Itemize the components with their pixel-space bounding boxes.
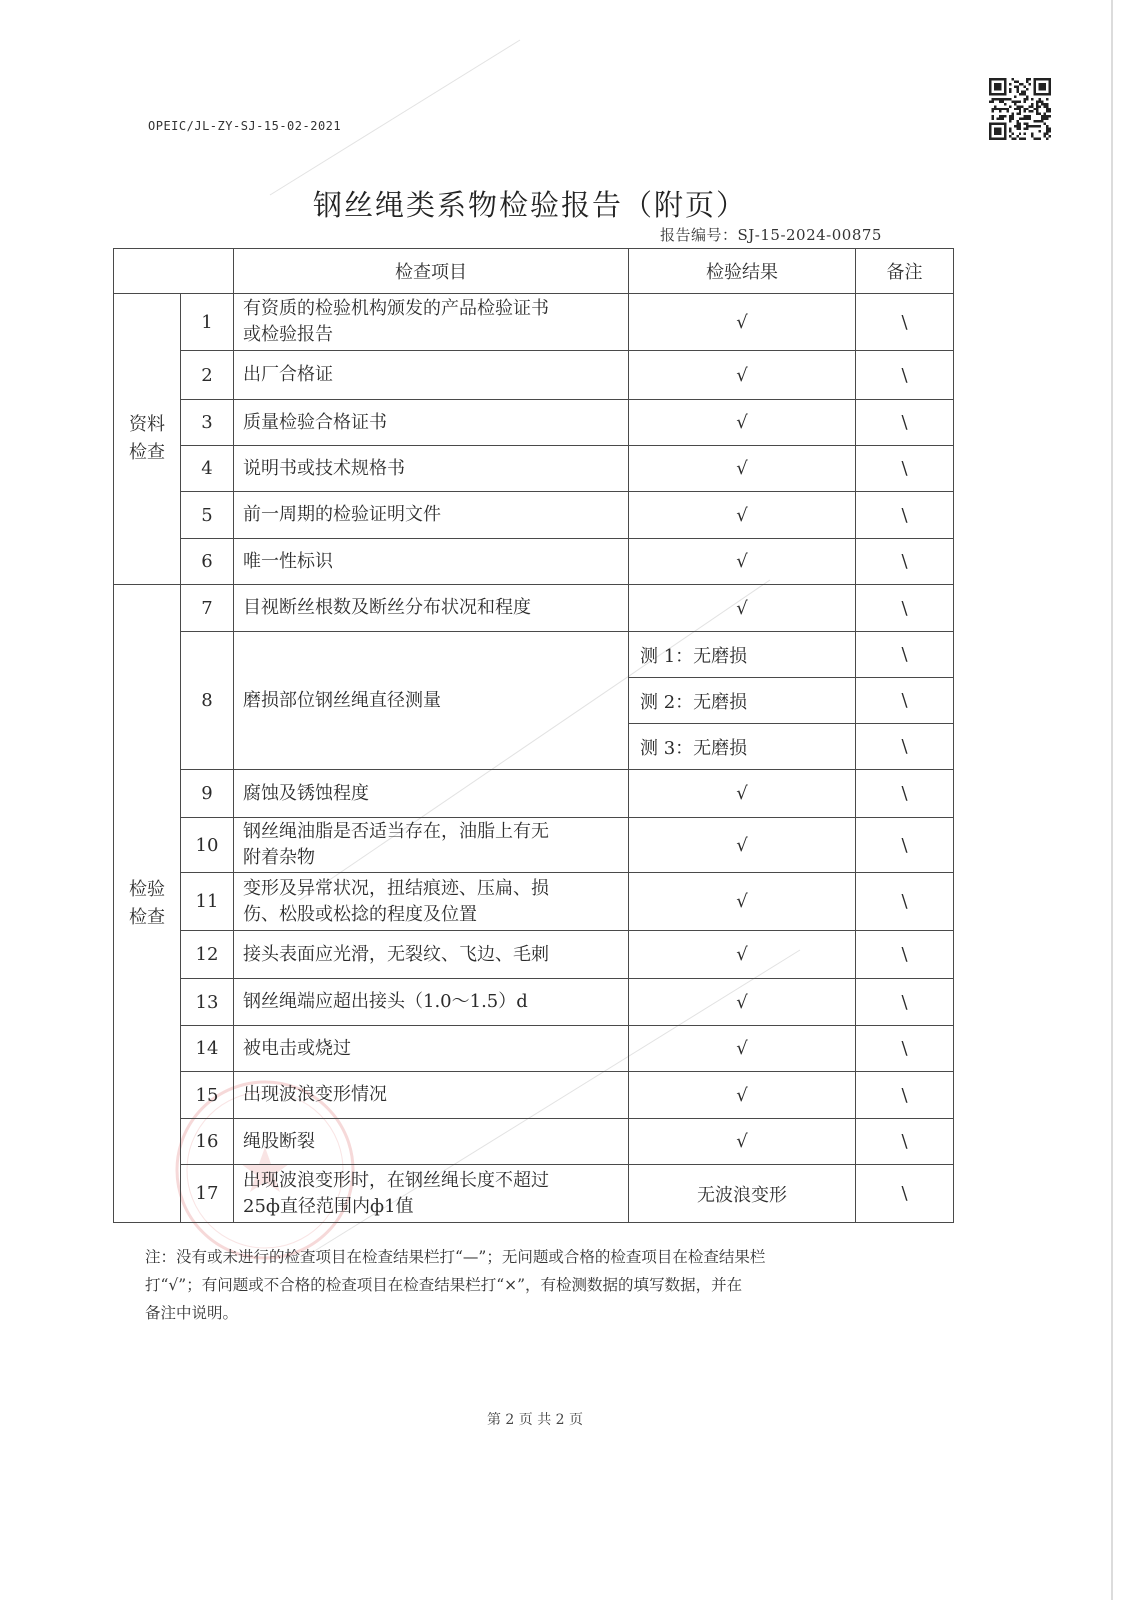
table-header-row [114, 249, 954, 294]
inspection-result: √ [629, 818, 856, 873]
remark: \ [856, 1165, 954, 1223]
row-number: 17 [181, 1165, 234, 1223]
inspection-result: √ [629, 1072, 856, 1119]
row-number: 6 [181, 539, 234, 585]
table-row [114, 1072, 954, 1119]
inspection-item: 绳股断裂 [234, 1119, 629, 1165]
row-number: 10 [181, 818, 234, 873]
inspection-item: 说明书或技术规格书 [234, 446, 629, 492]
remark: \ [856, 446, 954, 492]
table-row [114, 294, 954, 351]
inspection-item: 前一周期的检验证明文件 [234, 492, 629, 539]
row-number: 11 [181, 873, 234, 931]
document-code: OPEIC/JL-ZY-SJ-15-02-2021 [148, 119, 342, 133]
inspection-item: 质量检验合格证书 [234, 400, 629, 446]
remark: \ [856, 294, 954, 351]
remark: \ [856, 770, 954, 818]
remark: \ [856, 1119, 954, 1165]
inspection-item: 出现波浪变形情况 [234, 1072, 629, 1119]
table-row [114, 873, 954, 931]
group-label: 检验 检查 [114, 585, 181, 1223]
remark: \ [856, 818, 954, 873]
remark: \ [856, 979, 954, 1026]
inspection-table-body [114, 249, 954, 1223]
header-blank-cell [114, 249, 234, 294]
row-number: 9 [181, 770, 234, 818]
inspection-result: √ [629, 351, 856, 400]
table-row [114, 446, 954, 492]
page-edge-line [1111, 0, 1113, 1600]
remark: \ [856, 400, 954, 446]
inspection-result: √ [629, 400, 856, 446]
inspection-result: √ [629, 1026, 856, 1072]
page-footer: 第 2 页 共 2 页 [486, 1412, 584, 1428]
table-row [114, 492, 954, 539]
inspection-item: 变形及异常状况，扭结痕迹、压扁、损 伤、松股或松捻的程度及位置 [234, 873, 629, 931]
inspection-result: √ [629, 979, 856, 1026]
inspection-result: √ [629, 294, 856, 351]
footnote [145, 1243, 935, 1327]
inspection-item: 腐蚀及锈蚀程度 [234, 770, 629, 818]
qr-code-icon [989, 78, 1051, 140]
group-label: 资料 检查 [114, 294, 181, 585]
inspection-result: √ [629, 770, 856, 818]
table-row [114, 770, 954, 818]
table-row [114, 585, 954, 632]
inspection-item: 钢丝绳端应超出接头（1.0～1.5）d [234, 979, 629, 1026]
table-row [114, 1026, 954, 1072]
table-row [114, 539, 954, 585]
inspection-item: 接头表面应光滑，无裂纹、飞边、毛刺 [234, 931, 629, 979]
inspection-item: 出现波浪变形时，在钢丝绳长度不超过 25ф直径范围内ф1值 [234, 1165, 629, 1223]
header-remark: 备注 [856, 249, 954, 294]
row-number: 2 [181, 351, 234, 400]
remark: \ [856, 724, 954, 770]
inspection-result: 测 3：无磨损 [629, 724, 856, 770]
remark: \ [856, 1026, 954, 1072]
inspection-item: 被电击或烧过 [234, 1026, 629, 1072]
table-row [114, 351, 954, 400]
inspection-result: 测 2：无磨损 [629, 678, 856, 724]
inspection-item: 有资质的检验机构颁发的产品检验证书 或检验报告 [234, 294, 629, 351]
row-number: 5 [181, 492, 234, 539]
inspection-result: 测 1：无磨损 [629, 632, 856, 678]
remark: \ [856, 585, 954, 632]
remark: \ [856, 539, 954, 585]
table-row [114, 1165, 954, 1223]
row-number: 3 [181, 400, 234, 446]
header-item: 检查项目 [234, 249, 629, 294]
inspection-result: √ [629, 492, 856, 539]
remark: \ [856, 492, 954, 539]
remark: \ [856, 1072, 954, 1119]
table-row [114, 632, 954, 678]
inspection-result: √ [629, 585, 856, 632]
remark: \ [856, 873, 954, 931]
inspection-table [113, 248, 954, 1223]
row-number: 7 [181, 585, 234, 632]
table-row [114, 1119, 954, 1165]
row-number: 4 [181, 446, 234, 492]
inspection-item: 磨损部位钢丝绳直径测量 [234, 632, 629, 770]
header-result: 检验结果 [629, 249, 856, 294]
inspection-result: √ [629, 1119, 856, 1165]
document-title: 钢丝绳类系物检验报告（附页） [312, 188, 747, 222]
table-row [114, 979, 954, 1026]
inspection-item: 钢丝绳油脂是否适当存在，油脂上有无 附着杂物 [234, 818, 629, 873]
inspection-result: √ [629, 446, 856, 492]
remark: \ [856, 351, 954, 400]
row-number: 1 [181, 294, 234, 351]
row-number: 14 [181, 1026, 234, 1072]
remark: \ [856, 931, 954, 979]
row-number: 8 [181, 632, 234, 770]
table-row [114, 931, 954, 979]
inspection-item: 目视断丝根数及断丝分布状况和程度 [234, 585, 629, 632]
footnote-line: 备注中说明。 [145, 1304, 239, 1322]
table-row [114, 818, 954, 873]
inspection-result: √ [629, 539, 856, 585]
table-row [114, 400, 954, 446]
remark: \ [856, 678, 954, 724]
inspection-result: √ [629, 873, 856, 931]
row-number: 12 [181, 931, 234, 979]
inspection-result: √ [629, 931, 856, 979]
remark: \ [856, 632, 954, 678]
row-number: 16 [181, 1119, 234, 1165]
inspection-item: 出厂合格证 [234, 351, 629, 400]
row-number: 15 [181, 1072, 234, 1119]
row-number: 13 [181, 979, 234, 1026]
footnote-line: 注：没有或未进行的检查项目在检查结果栏打“—”；无问题或合格的检查项目在检查结果栏 [145, 1248, 766, 1266]
footnote-line: 打“√”；有问题或不合格的检查项目在检查结果栏打“×”，有检测数据的填写数据，并在 [145, 1276, 743, 1294]
inspection-item: 唯一性标识 [234, 539, 629, 585]
report-number: 报告编号：SJ-15-2024-00875 [660, 226, 882, 244]
inspection-result: 无波浪变形 [629, 1165, 856, 1223]
